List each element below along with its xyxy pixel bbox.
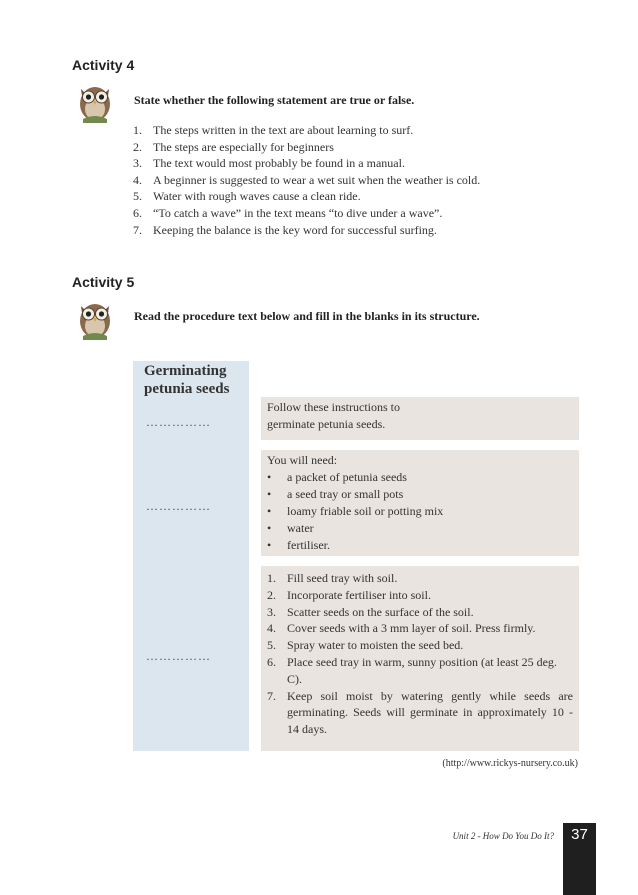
list-item: 2. The steps are especially for beginners: [133, 139, 334, 154]
list-item: • loamy friable soil or potting mix: [267, 504, 444, 518]
list-item: • fertiliser.: [267, 538, 330, 552]
list-item: 1. The steps written in the text are about learning to surf.: [133, 123, 414, 137]
steps-list: [267, 570, 573, 738]
list-item: 1. Fill seed tray with soil.: [267, 571, 398, 585]
procedure-title: Germinating petunia seeds: [144, 363, 230, 397]
true-false-statements: [133, 122, 480, 238]
list-item: • water: [267, 521, 314, 535]
list-item: 7. Keeping the balance is the key word for successful surfing.: [133, 222, 437, 237]
owl-icon: [75, 296, 115, 340]
list-item: 5. Water with rough waves cause a clean ride.: [133, 189, 361, 204]
list-item: • a packet of petunia seeds: [267, 470, 407, 484]
blank-steps[interactable]: ……………: [146, 649, 211, 663]
unit-footer: Unit 2 - How Do You Do It?: [452, 831, 554, 841]
activity-5-heading: Activity 5: [72, 274, 135, 290]
source-citation: (http://www.rickys-nursery.co.uk): [442, 758, 578, 769]
list-item: 3. The text would most probably be found in a manual.: [133, 156, 405, 171]
list-item: 6. Place seed tray in warm, sunny position (at least 25 deg. C).: [267, 654, 557, 686]
blank-goal[interactable]: ……………: [146, 415, 211, 429]
list-item: 7. Keep soil moist by watering gently while seeds are germinating. Seeds will germinate in approximately 10 - 14 days.: [267, 688, 573, 737]
list-item: 4. A beginner is suggested to wear a wet suit when the weather is cold.: [133, 172, 481, 187]
materials-list: [267, 469, 573, 554]
list-item: • a seed tray or small pots: [267, 487, 404, 501]
owl-icon: [75, 79, 115, 123]
goal-box: Follow these instructions to germinate petunia seeds.: [261, 397, 579, 440]
materials-heading: You will need:: [267, 453, 338, 467]
list-item: 5. Spray water to moisten the seed bed.: [267, 638, 464, 653]
list-item: 2. Incorporate fertiliser into soil.: [267, 587, 431, 602]
activity-4-instruction: State whether the following statement are true or false.: [134, 93, 415, 107]
list-item: 4. Cover seeds with a 3 mm layer of soil. Press firmly.: [267, 621, 536, 636]
activity-4-heading: Activity 4: [72, 57, 135, 73]
page-number: 37: [571, 826, 588, 843]
materials-box: [261, 450, 579, 556]
activity-5-instruction: Read the procedure text below and fill in the blanks in its structure.: [134, 309, 480, 323]
steps-box: [261, 566, 579, 751]
blank-materials[interactable]: ……………: [146, 499, 211, 513]
list-item: 6. “To catch a wave” in the text means “to dive under a wave”.: [133, 205, 443, 220]
list-item: 3. Scatter seeds on the surface of the soil.: [267, 604, 474, 619]
